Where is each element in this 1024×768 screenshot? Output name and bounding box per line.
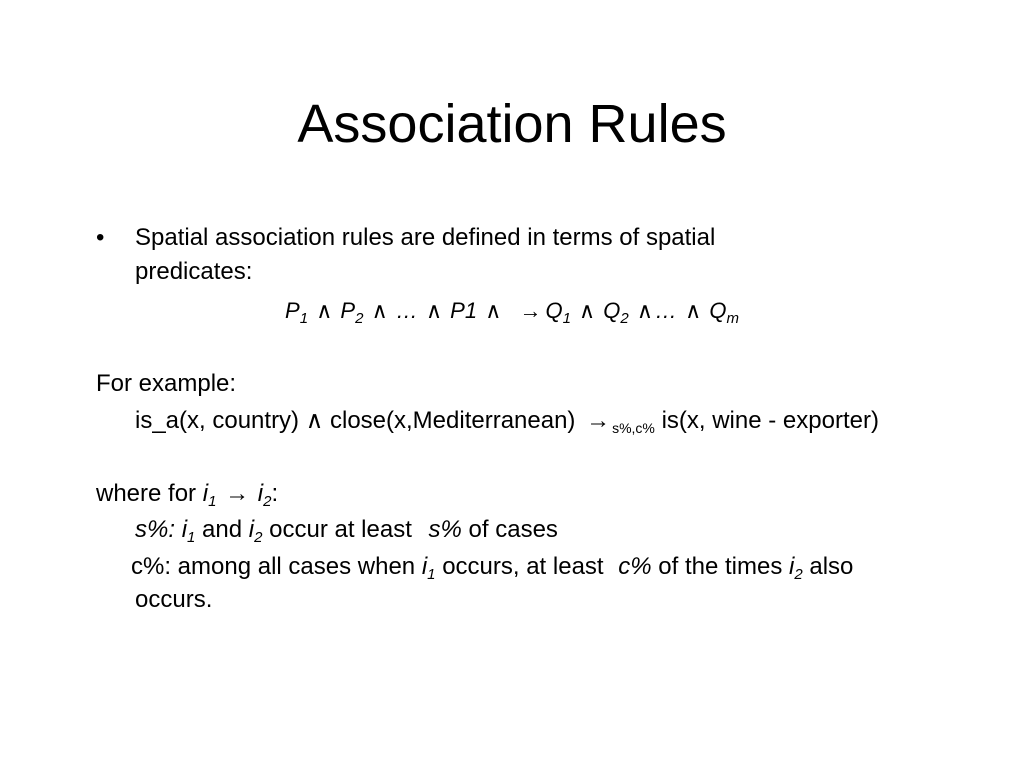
support-line: s%: $i_1$ and $i_2$ occur at least s% of cases — [135, 516, 558, 546]
implies-arrow: → — [519, 298, 542, 323]
rule-arrow: → — [586, 407, 611, 434]
formula-p1: P — [285, 298, 300, 323]
confidence-mid2: of the times — [658, 553, 783, 580]
rule-formula: $P_1$ ∧ $P_2$ ∧ … ∧ P1 ∧ → $Q_1$ ∧ $Q_2$ ∧… ∧ $Q_m$ — [285, 298, 739, 327]
where-i1: i — [202, 480, 209, 507]
example-rule — [135, 405, 879, 437]
and-symbol: ∧ — [425, 298, 443, 323]
bullet-text-line2: predicates: — [135, 258, 253, 285]
and-symbol: ∧ — [685, 298, 702, 323]
where-i2: i — [257, 480, 264, 507]
confidence-i2: i — [789, 553, 795, 580]
formula-p-last: P1 — [450, 298, 478, 323]
support-text: occur at least — [269, 516, 412, 543]
example-right: is(x, wine - exporter) — [661, 407, 879, 434]
where-line: where for $i_1 \to i_2$: — [96, 480, 279, 510]
example-left: is_a(x, country) — [135, 407, 300, 434]
formula-dots: … — [395, 298, 418, 323]
and-symbol: ∧ — [485, 298, 502, 323]
formula-q2: Q — [603, 298, 621, 323]
support-and: and — [202, 516, 243, 543]
support-s: s% — [428, 516, 462, 543]
where-prefix: where for — [96, 480, 197, 507]
confidence-suffix: also — [809, 553, 854, 580]
support-suffix: of cases — [468, 516, 558, 543]
and-symbol: ∧ — [371, 298, 388, 323]
support-label: s%: — [135, 516, 176, 543]
formula-dots2: … — [654, 298, 677, 323]
slide-title: Association Rules — [297, 94, 727, 154]
confidence-line2: occurs. — [135, 586, 213, 613]
and-symbol: ∧ — [636, 298, 653, 323]
and-symbol: ∧ — [305, 407, 324, 434]
and-symbol: ∧ — [316, 298, 333, 323]
bullet-marker: • — [96, 224, 105, 251]
example-middle: close(x,Mediterranean) — [329, 407, 576, 434]
formula-qm: Q — [709, 298, 727, 323]
support-i2: i — [248, 516, 255, 543]
formula-p2: P — [340, 298, 356, 323]
support-i1: i — [181, 516, 188, 543]
bullet-text-line1: Spatial association rules are defined in terms of spatial — [135, 224, 716, 251]
rule-arrow-sub: s%,c% — [612, 420, 655, 436]
confidence-line1: c%: among all cases when $i_1$ occurs, at least c% of the times $i_2$ also — [131, 553, 854, 583]
formula-q1: Q — [545, 298, 563, 323]
confidence-mid: occurs, at least — [442, 553, 604, 580]
confidence-c: c% — [618, 553, 652, 580]
confidence-prefix: c%: among all cases when — [131, 553, 416, 580]
example-label: For example: — [96, 370, 237, 397]
and-symbol: ∧ — [579, 298, 596, 323]
where-arrow: → — [225, 480, 250, 507]
confidence-i1: i — [421, 553, 428, 580]
